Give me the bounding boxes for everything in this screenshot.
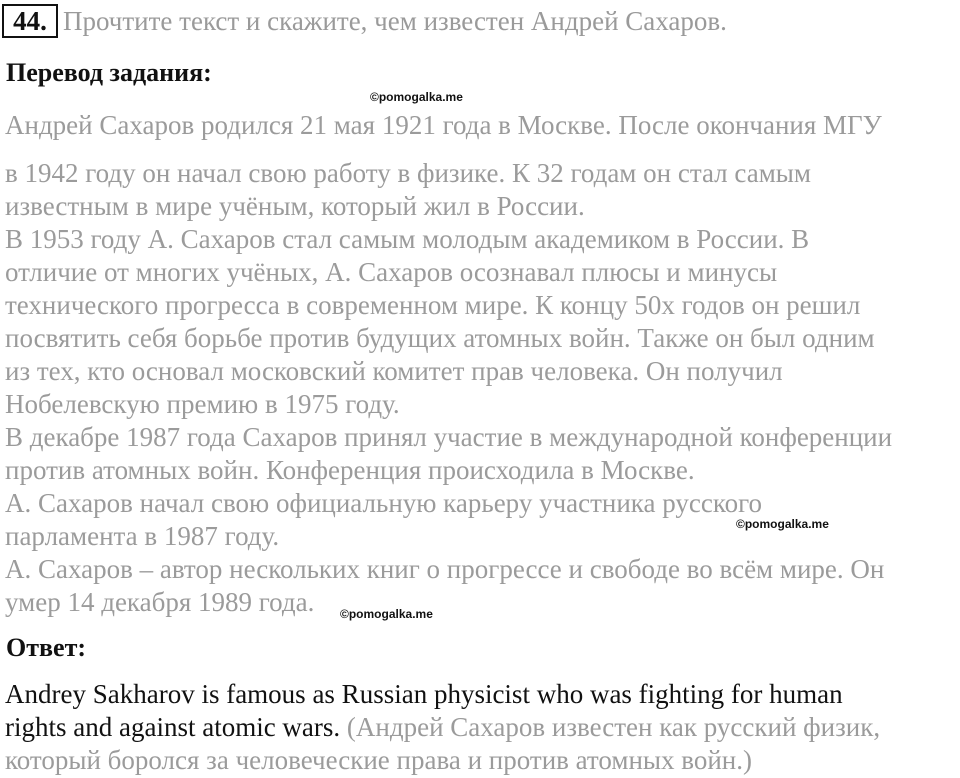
translation-line: В декабре 1987 года Сахаров принял участие в международной конференции	[5, 422, 893, 452]
watermark: ©pomogalka.me	[340, 607, 433, 621]
translation-line: парламента в 1987 году.	[5, 521, 280, 551]
translation-line: посвятить себя борьбе против будущих атомных войн. Также он был одним	[5, 323, 875, 353]
task-instruction: Прочтите текст и скажите, чем известен Андрей Сахаров.	[63, 6, 727, 36]
translation-line: в 1942 году он начал свою работу в физике. К 32 годам он стал самым	[5, 158, 812, 188]
translation-line: Андрей Сахаров родился 21 мая 1921 года в Москве. После окончания МГУ	[5, 110, 882, 140]
translation-line: В 1953 году А. Сахаров стал самым молодым академиком в России. В	[5, 224, 810, 254]
translation-line: А. Сахаров начал свою официальную карьеру участника русского	[5, 488, 763, 518]
answer-line	[5, 711, 880, 743]
answer-line: Andrey Sakharov is famous as Russian physicist who was fighting for human	[5, 679, 843, 709]
watermark: ©pomogalka.me	[736, 517, 829, 531]
watermark: ©pomogalka.me	[370, 90, 463, 104]
answer-english: rights and against atomic wars.	[5, 712, 341, 742]
answer-russian: (Андрей Сахаров известен как русский физик,	[340, 712, 881, 742]
translation-line: технического прогресса в современном мире. К концу 50х годов он решил	[5, 290, 861, 320]
translation-line: отличие от многих учёных, А. Сахаров осознавал плюсы и минусы	[5, 257, 778, 287]
translation-line: против атомных войн. Конференция происходила в Москве.	[5, 455, 695, 485]
translation-line: известным в мире учёным, который жил в России.	[5, 191, 585, 221]
translation-line: А. Сахаров – автор нескольких книг о прогрессе и свободе во всём мире. Он	[5, 554, 885, 584]
translation-line: умер 14 декабря 1989 года.	[5, 587, 315, 617]
translation-line: из тех, кто основал московский комитет прав человека. Он получил	[5, 356, 783, 386]
translation-line: Нобелевскую премию в 1975 году.	[5, 389, 400, 419]
answer-heading: Ответ:	[6, 633, 87, 662]
task-number: 44.	[2, 4, 58, 38]
answer-line: который боролся за человеческие права и против атомных войн.)	[5, 745, 752, 775]
translation-heading: Перевод задания:	[6, 58, 212, 87]
